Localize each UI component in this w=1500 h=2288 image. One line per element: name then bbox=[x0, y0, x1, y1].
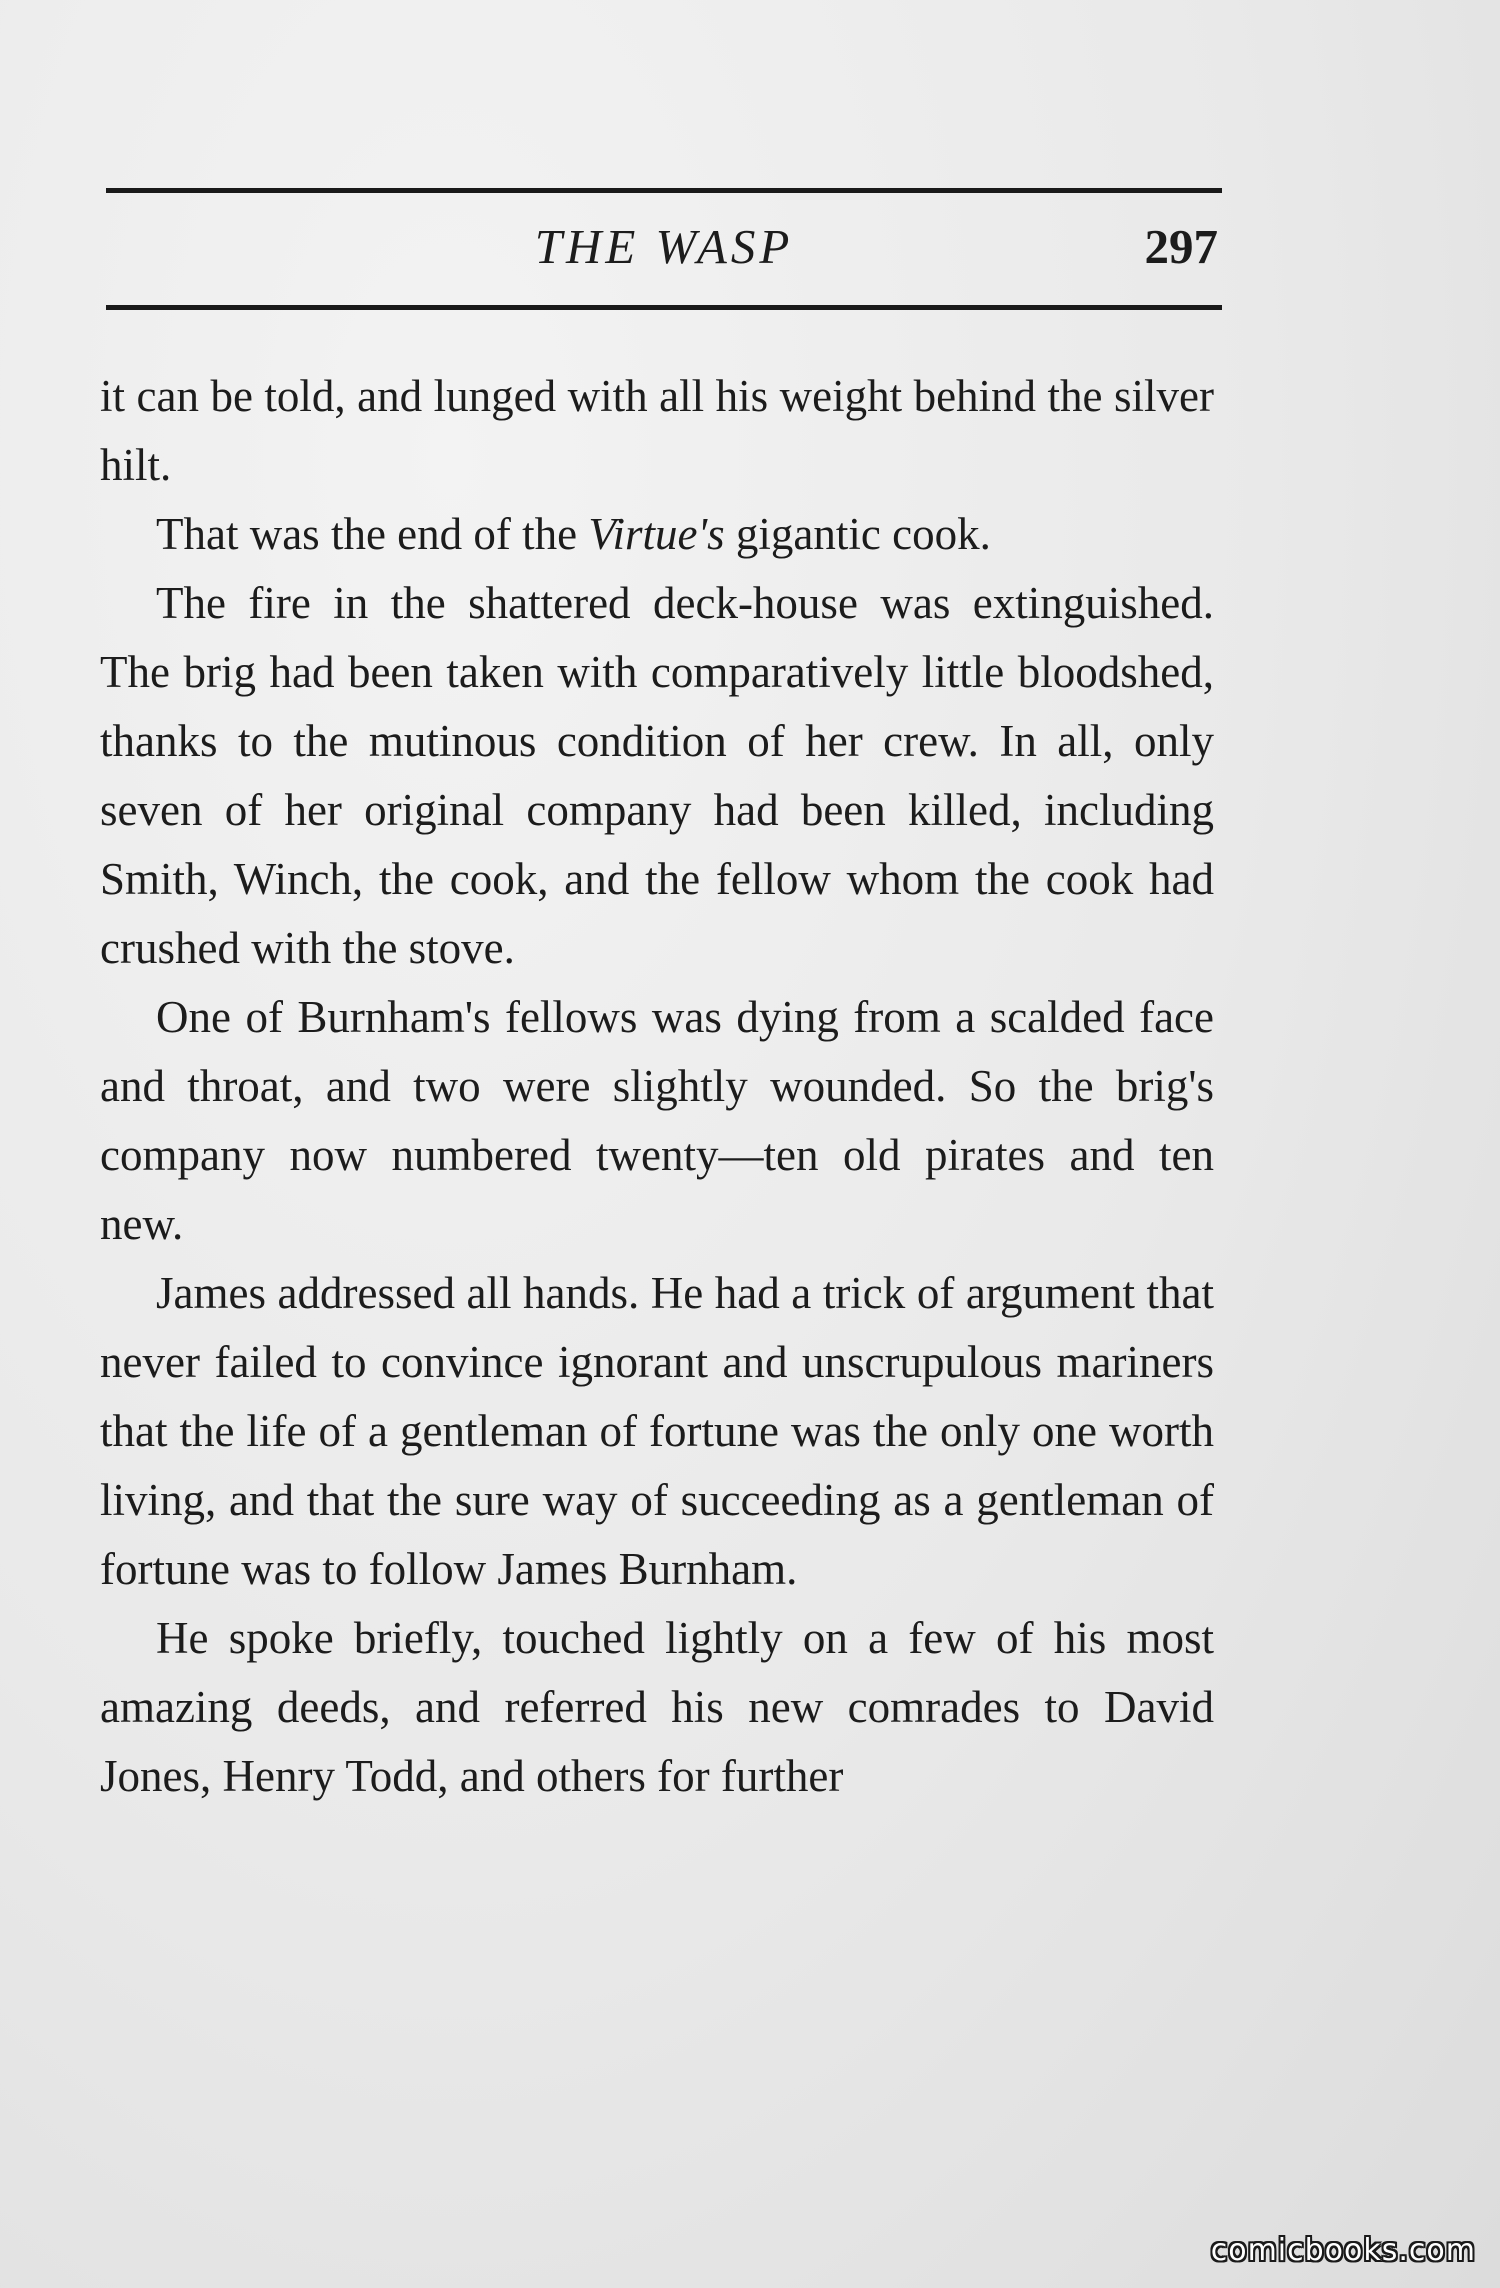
paragraph-5: James addressed all hands. He had a trick of argument that never failed to convince ignorant and unscrupulous mariners that the life of a gentleman of fortune was the only one worth living, and that the sure way of succeeding as a gentleman of fortune was to follow James Burnham. bbox=[100, 1268, 1214, 1594]
ship-name-italic: Virtue's bbox=[588, 509, 725, 559]
paragraph-2-end: gigantic cook. bbox=[724, 509, 991, 559]
body-text bbox=[100, 362, 1214, 1811]
paragraph-2-start: That was the end of the bbox=[156, 509, 589, 559]
paragraph-1: it can be told, and lunged with all his weight behind the silver hilt. bbox=[100, 371, 1214, 490]
paragraph-3: The fire in the shattered deck-house was extinguished. The brig had been taken with comparatively little bloodshed, thanks to the mutinous condition of her crew. In all, only seven of her original company had been killed, including Smith, Winch, the cook, and the fellow whom the cook had crushed with the stove. bbox=[100, 578, 1214, 973]
page-number: 297 bbox=[1144, 219, 1218, 274]
running-head bbox=[106, 218, 1222, 284]
running-title: THE WASP bbox=[534, 219, 794, 274]
paragraph-2 bbox=[100, 500, 1214, 569]
paragraph-6: He spoke briefly, touched lightly on a few of his most amazing deeds, and referred his new comrades to David Jones, Henry Todd, and others for further bbox=[100, 1613, 1214, 1801]
header-top-rule bbox=[106, 188, 1222, 193]
header-bottom-rule bbox=[106, 305, 1222, 310]
site-watermark: comicbooks.com bbox=[1210, 2233, 1476, 2268]
paragraph-4: One of Burnham's fellows was dying from a scalded face and throat, and two were slightly wounded. So the brig's company now numbered twenty—ten old pirates and ten new. bbox=[100, 992, 1214, 1249]
